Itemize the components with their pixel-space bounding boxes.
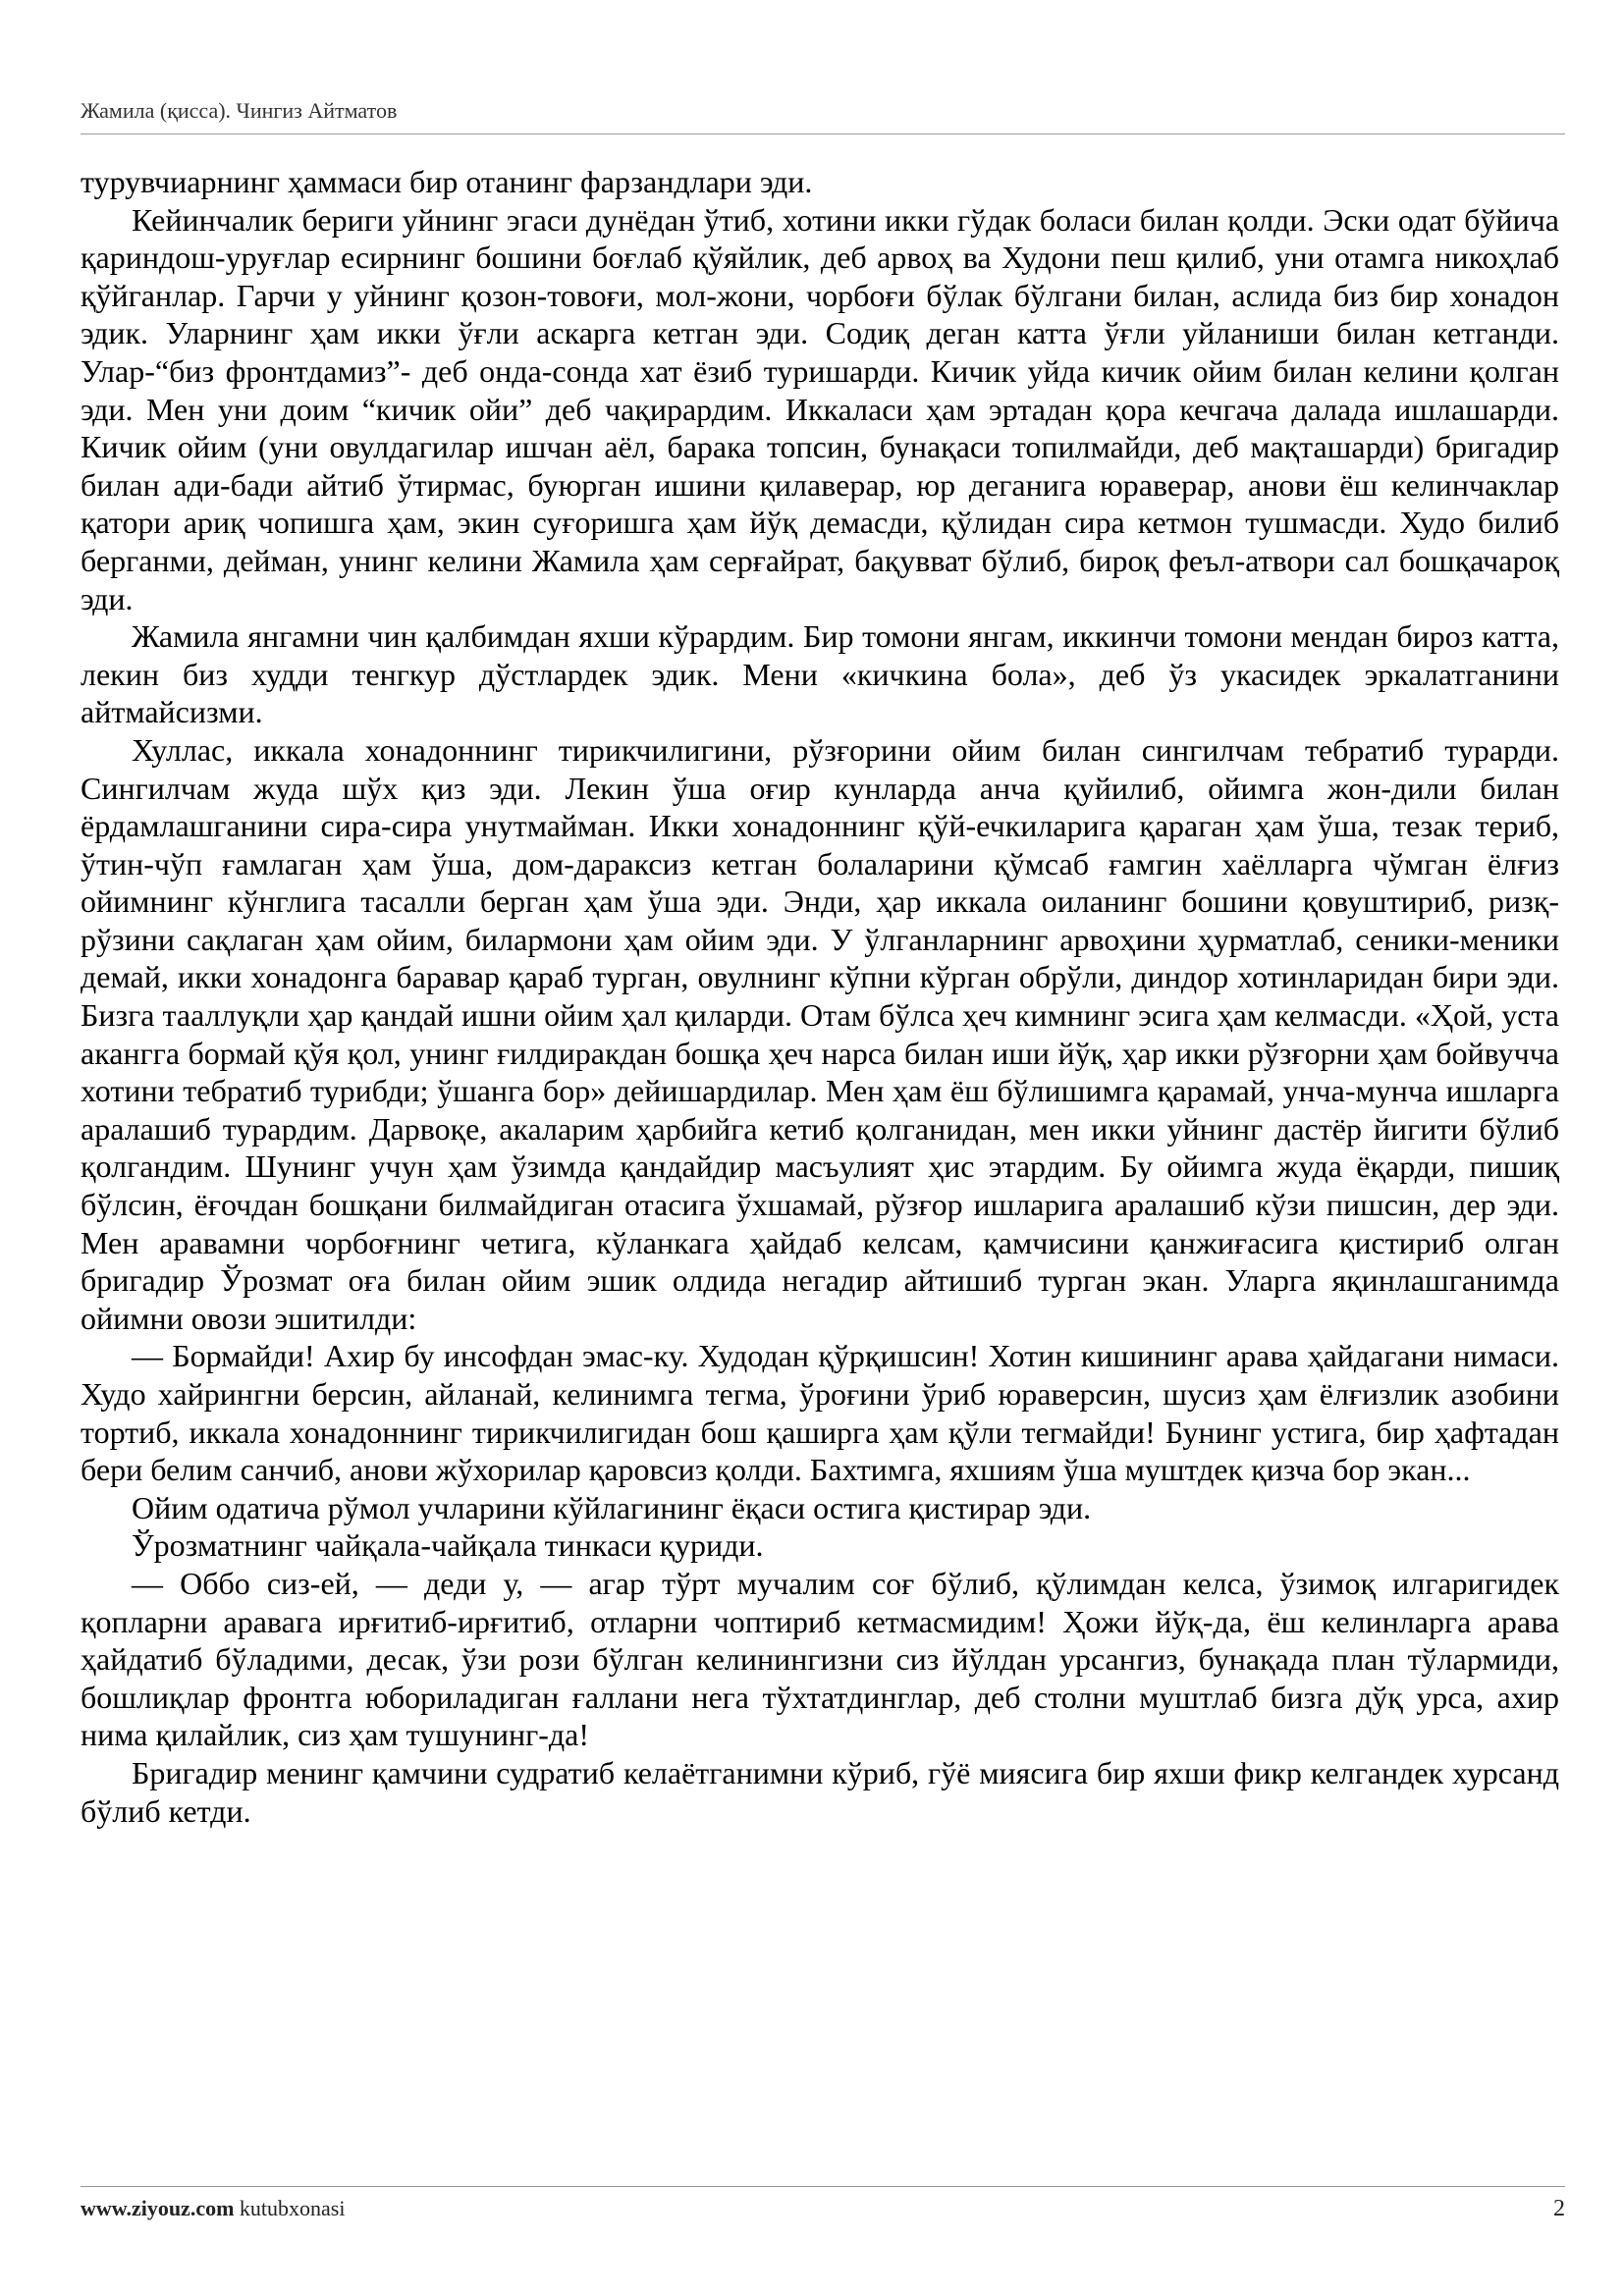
footer-divider xyxy=(81,2186,1565,2187)
document-body xyxy=(81,163,1559,1830)
paragraph: турувчиарнинг ҳаммаси бир отанинг фарзандлари эди. xyxy=(81,164,813,199)
paragraph: Ўрозматнинг чайқала-чайқала тинкаси қуриди. xyxy=(132,1527,764,1564)
paragraph: Кейинчалик бериги уйнинг эгаси дунёдан ўтиб, хотини икки гўдак боласи билан қолди. Эски одат бўйича қариндош-уруғлар есирнинг бошини боғлаб қўяйлик, деб арвоҳ ва Худони пеш қилиб, уни отамга никоҳлаб қўйганлар. Гарчи у уйнинг қозон-товоғи, мол-жони, чорбоғи бўлак бўлгани билан, аслида биз бир хонадон эдик. Уларнинг ҳам икки ўғли аскарга кетган эди. Содиқ деган катта ўғли уйланиши билан кетганди. Улар-“биз фронтдамиз”- деб онда-сонда хат ёзиб туришарди. Кичик уйда кичик ойим билан келини қолган эди. Мен уни доим “кичик ойи” деб чақирардим. Иккаласи ҳам эртадан қора кечгача далада ишлашарди. Кичик ойим (уни овулдагилар ишчан аёл, барака топсин, бунақаси топилмайди, деб мақташарди) бригадир билан ади-бади айтиб ўтирмас, буюрган ишини қилаверар, юр деганига юраверар, анови ёш келинчаклар қатори ариқ чопишга ҳам, экин суғоришга ҳам йўқ демасди, қўлидан сира кетмон тушмасди. Худо билиб берганми, дейман, унинг келини Жамила ҳам серғайрат, бақувват бўлиб, бироқ феъл-атвори сал бошқачароқ эди. xyxy=(81,201,1559,616)
running-header xyxy=(81,98,1565,124)
running-footer xyxy=(81,2196,1565,2221)
footer-label: kutubxonasi xyxy=(239,2196,346,2220)
paragraph: Хуллас, иккала хонадоннинг тирикчилигини, рўзғорини ойим билан сингилчам тебратиб турарди. Сингилчам жуда шўх қиз эди. Лекин ўша оғир кунларда анча қуйилиб, ойимга жон-дили билан ёрдамлашганини сира-сира унутмайман. Икки хонадоннинг қўй-ечкиларига қараган ҳам ўша, тезак териб, ўтин-чўп ғамлаган ҳам ўша, дом-дараксиз кетган болаларини қўмсаб ғамгин хаёлларга чўмган ёлғиз ойимнинг кўнглига тасалли берган ҳам ўша эди. Энди, ҳар иккала оиланинг бошини қовуштириб, ризқ-рўзини сақлаган ҳам ойим, билармони ҳам ойим эди. У ўлганларнинг арвоҳини ҳурматлаб, сеники-меники демай, икки хонадонга баравар қараб турган, овулнинг кўпни кўрган обрўли, диндор хотинларидан бири эди. Бизга тааллуқли ҳар қандай ишни ойим ҳал қиларди. Отам бўлса ҳеч кимнинг эсига ҳам келмасди. «Ҳой, уста акангга бормай қўя қол, унинг ғилдиракдан бошқа ҳеч нарса билан иши йўқ, ҳар икки рўзғорни ҳам бойвучча хотини тебратиб турибди; ўшанга бор» дейишардилар. Мен ҳам ёш бўлишимга қарамай, унча-мунча ишларга аралашиб турардим. Дарвоқе, акаларим ҳарбийга кетиб қолганидан, мен икки уйнинг дастёр йигити бўлиб қолгандим. Шунинг учун ҳам ўзимда қандайдир масъулият ҳис этардим. Бу ойимга жуда ёқарди, пишиқ бўлсин, ёғочдан бошқани билмайдиган отасига ўхшамай, рўзғор ишларига аралашиб кўзи пишсин, дер эди. Мен аравамни чорбоғнинг четига, кўланкага ҳайдаб келсам, қамчисини қанжиғасига қистириб олган бригадир Ўрозмат оға билан ойим эшик олдида негадир айтишиб турган экан. Уларга яқинлашганимда ойимни овози эшитилди: xyxy=(81,731,1559,1336)
paragraph: Ойим одатича рўмол учларини кўйлагининг ёқаси остига қистирар эди. xyxy=(132,1489,1092,1525)
paragraph: Жамила янгамни чин қалбимдан яхши кўрардим. Бир томони янгам, иккинчи томони мендан бироз катта, лекин биз худди тенгкур дўстлардек эдик. Мени «кичкина бола», деб ўз укасидек эркалатганини айтмайсизми. xyxy=(81,618,1559,730)
paragraph: — Оббо сиз-ей, — деди у, — агар тўрт мучалим соғ бўлиб, қўлимдан келса, ўзимоқ илгаригидек қопларни аравага ирғитиб-ирғитиб, отларни чоптириб кетмасмидим! Ҳожи йўқ-да, ёш келинларга арава ҳайдатиб бўладими, десак, ўзи рози бўлган келинингизни сиз йўлдан урсангиз, бунақада план тўлармиди, бошлиқлар фронтга юбориладиган ғаллани нега тўхтатдинглар, деб столни муштлаб бизга дўқ урса, ахир нима қилайлик, сиз ҳам тушунинг-да! xyxy=(81,1565,1559,1753)
footer-site-link[interactable]: www.ziyouz.com xyxy=(81,2196,235,2220)
page-number: 2 xyxy=(1553,2196,1565,2221)
paragraph: Бригадир менинг қамчини судратиб келаётганимни кўриб, гўё миясига бир яхши фикр келгандек хурсанд бўлиб кетди. xyxy=(81,1754,1559,1829)
header-divider xyxy=(81,133,1565,134)
header-title: Жамила (қисса). Чингиз Айтматов xyxy=(81,98,398,123)
paragraph: — Бормайди! Ахир бу инсофдан эмас-ку. Худодан қўрқишсин! Хотин кишининг арава ҳайдагани нимаси. Худо хайрингни берсин, айланай, келинимга тегма, ўроғини ўриб юраверсин, шусиз ҳам ёлғизлик азобини тортиб, иккала хонадоннинг тирикчилигидан бош қаширга ҳам қўли тегмайди! Бунинг устига, бир ҳафтадан бери белим санчиб, анови жўхорилар қаровсиз қолди. Бахтимга, яхшиям ўша муштдек қизча бор экан... xyxy=(81,1338,1559,1488)
